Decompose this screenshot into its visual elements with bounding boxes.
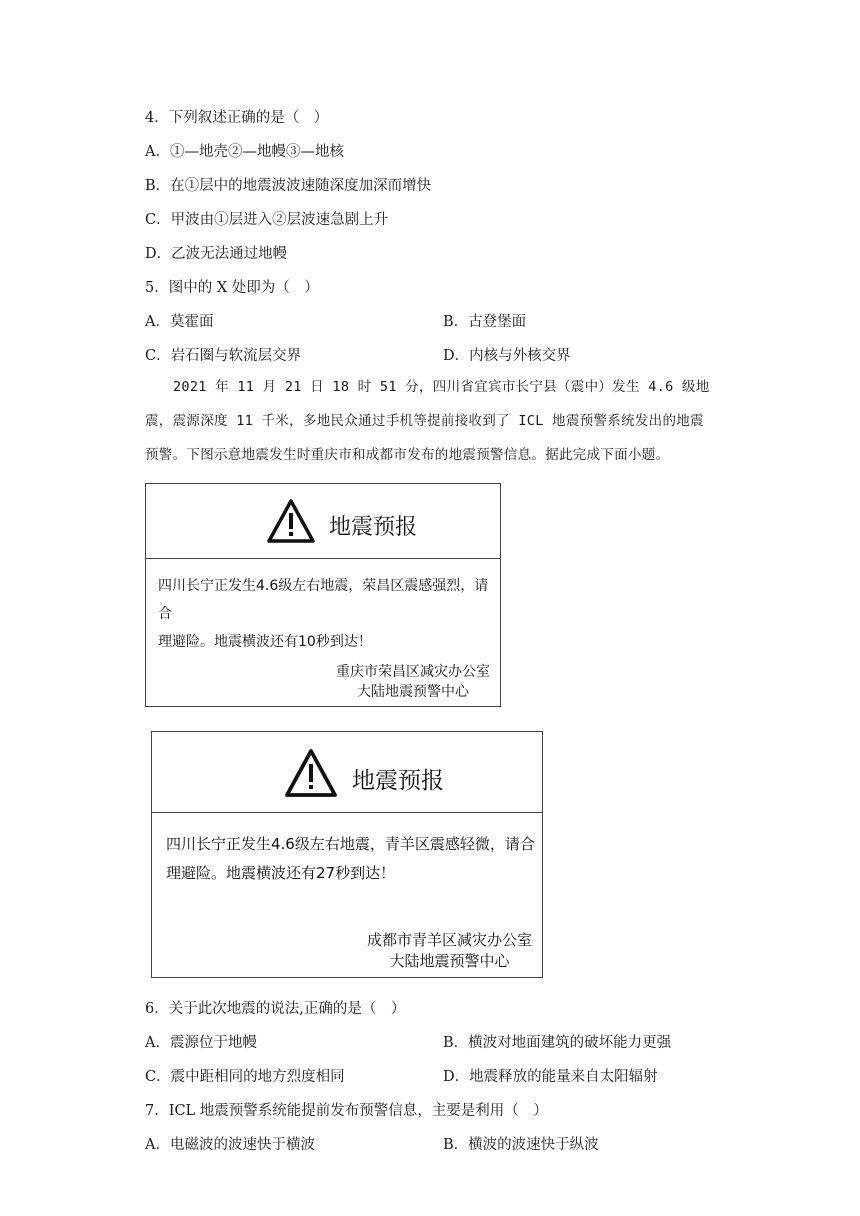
alert-title: 地震预报 xyxy=(352,768,444,794)
question-4-option-a: A．①—地壳②—地幔③—地核 xyxy=(145,144,344,160)
alert-title: 地震预报 xyxy=(329,515,418,540)
question-6-stem: 6．关于此次地震的说法,正确的是（ ） xyxy=(145,1001,406,1017)
question-6-option-b: B．横波对地面建筑的破坏能力更强 xyxy=(443,1035,672,1051)
warning-triangle-icon xyxy=(284,748,338,798)
alert-center: 大陆地震预警中心 xyxy=(357,684,469,700)
alert-message xyxy=(166,830,535,888)
alert-center: 大陆地震预警中心 xyxy=(389,952,510,970)
question-5-stem: 5．图中的 X 处即为（ ） xyxy=(145,280,319,296)
alert-card-chengdu xyxy=(151,731,543,978)
alert-header xyxy=(152,732,542,813)
question-6-option-a: A．震源位于地幔 xyxy=(145,1035,257,1051)
alert-issuer: 成都市青羊区减灾办公室 xyxy=(366,931,532,949)
question-6-option-d: D．地震释放的能量来自太阳辐射 xyxy=(443,1069,658,1085)
question-4-stem: 4．下列叙述正确的是（ ） xyxy=(145,110,329,126)
question-4-option-c: C．甲波由①层进入②层波速急剧上升 xyxy=(145,212,389,228)
alert-footer xyxy=(336,662,490,702)
question-6-option-c: C．震中距相同的地方烈度相同 xyxy=(145,1069,345,1085)
alert-message-line2: 理避险。地震横波还有27秒到达！ xyxy=(166,864,396,882)
alert-message xyxy=(158,572,500,656)
passage-text: 2021 年 11 月 21 日 18 时 51 分，四川省宜宾市长宁县（震中）发生 4.6 级地震，震源深度 11 千米，多地民众通过手机等提前接收到了 ICL 地震预警系统发出的地震预警。下图示意地震发生时重庆市和成都市发布的地震预警信息。据此完成下面小题。 xyxy=(145,379,710,463)
question-5-option-a: A．莫霍面 xyxy=(145,314,214,330)
question-7-option-a: A．电磁波的波速快于横波 xyxy=(145,1137,315,1153)
question-7-option-b: B．横波的波速快于纵波 xyxy=(443,1137,599,1153)
alert-card-chongqing xyxy=(145,483,501,707)
alert-header xyxy=(146,484,500,559)
alert-message-line1: 四川长宁正发生4.6级左右地震，荣昌区震感强烈，请合 xyxy=(158,578,489,622)
alert-message-line1: 四川长宁正发生4.6级左右地震，青羊区震感轻微，请合 xyxy=(166,835,535,853)
question-5-option-b: B．古登堡面 xyxy=(443,314,527,330)
question-4-option-b: B．在①层中的地震波波速随深度加深而增快 xyxy=(145,178,432,194)
question-7-stem: 7．ICL 地震预警系统能提前发布预警信息，主要是利用（ ） xyxy=(145,1103,548,1119)
alert-message-line2: 理避险。地震横波还有10秒到达！ xyxy=(158,634,372,650)
warning-triangle-icon xyxy=(266,498,316,544)
question-4-option-d: D．乙波无法通过地幔 xyxy=(145,246,288,262)
alert-footer xyxy=(367,930,532,972)
question-5-option-c: C．岩石圈与软流层交界 xyxy=(145,348,302,364)
question-5-option-d: D．内核与外核交界 xyxy=(443,348,571,364)
alert-issuer: 重庆市荣昌区减灾办公室 xyxy=(336,664,490,680)
